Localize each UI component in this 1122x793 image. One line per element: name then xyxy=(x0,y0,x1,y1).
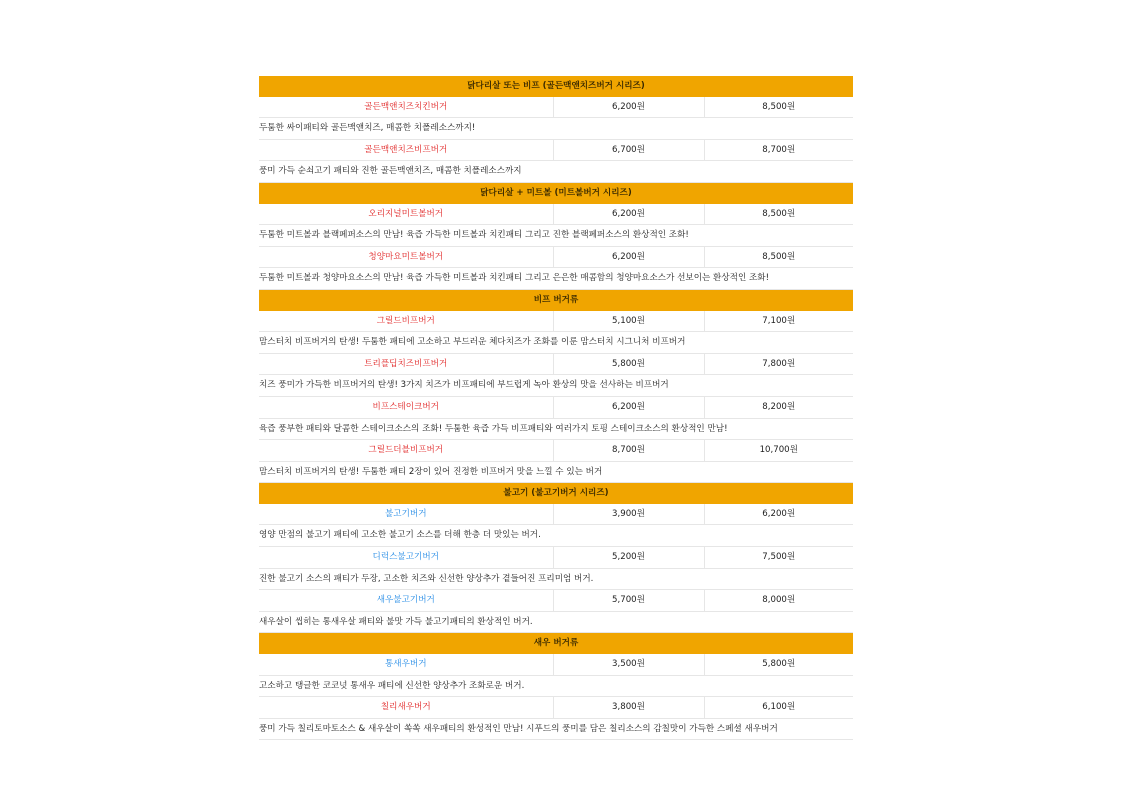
single-price: 5,200원 xyxy=(553,547,704,569)
section-title: 닭다리살 또는 비프 (골든맥앤치즈버거 시리즈) xyxy=(259,76,853,97)
menu-item-name: 불고기버거 xyxy=(259,504,553,525)
set-price: 7,800원 xyxy=(704,353,853,375)
set-price: 8,500원 xyxy=(704,97,853,118)
menu-item-name: 청양마요미트볼버거 xyxy=(259,246,553,268)
section-header xyxy=(259,289,853,310)
menu-item-name: 그릴드비프버거 xyxy=(259,311,553,332)
menu-item-name: 칠리새우버거 xyxy=(259,697,553,719)
menu-item-row xyxy=(259,547,853,569)
menu-item-description-row xyxy=(259,675,853,697)
menu-item-description-row xyxy=(259,525,853,547)
set-price: 7,500원 xyxy=(704,547,853,569)
menu-item-row xyxy=(259,353,853,375)
menu-item-name: 트리플딥치즈비프버거 xyxy=(259,353,553,375)
menu-item-row xyxy=(259,590,853,612)
single-price: 6,200원 xyxy=(553,97,704,118)
menu-item-description-row xyxy=(259,118,853,140)
menu-item-name: 비프스테이크버거 xyxy=(259,396,553,418)
menu-item-description: 새우살이 씹히는 통새우살 패티와 불맛 가득 불고기패티의 환상적인 버거. xyxy=(259,611,853,633)
menu-item-description: 풍미 가득 순쇠고기 패티와 진한 골든맥앤치즈, 매콤한 치폴레소스까지 xyxy=(259,161,853,183)
menu-item-name: 골든맥앤치즈비프버거 xyxy=(259,139,553,161)
menu-item-description: 맘스터치 비프버거의 탄생! 두툼한 패티 2장이 있어 진정한 비프버거 맛을 느낄 수 있는 버거 xyxy=(259,461,853,483)
menu-item-description: 두툼한 싸이패티와 골든맥앤치즈, 매콤한 치폴레소스까지! xyxy=(259,118,853,140)
single-price: 8,700원 xyxy=(553,440,704,462)
menu-item-description-row xyxy=(259,418,853,440)
menu-item-description: 맘스터치 비프버거의 탄생! 두툼한 패티에 고소하고 부드러운 체다치즈가 조화를 이룬 맘스터치 시그니처 비프버거 xyxy=(259,332,853,354)
menu-item-description: 고소하고 탱글한 코코넛 통새우 패티에 신선한 양상추가 조화로운 버거. xyxy=(259,675,853,697)
menu-item-row xyxy=(259,97,853,118)
menu-item-name: 그릴드더블비프버거 xyxy=(259,440,553,462)
menu-item-row xyxy=(259,440,853,462)
single-price: 5,700원 xyxy=(553,590,704,612)
menu-item-description-row xyxy=(259,718,853,740)
single-price: 5,800원 xyxy=(553,353,704,375)
set-price: 6,100원 xyxy=(704,697,853,719)
single-price: 6,700원 xyxy=(553,139,704,161)
menu-item-row xyxy=(259,246,853,268)
single-price: 5,100원 xyxy=(553,311,704,332)
menu-item-name: 오리지널미트볼버거 xyxy=(259,204,553,225)
menu-item-name: 골든맥앤치즈치킨버거 xyxy=(259,97,553,118)
single-price: 3,500원 xyxy=(553,654,704,675)
menu-item-row xyxy=(259,504,853,525)
menu-item-name: 디럭스불고기버거 xyxy=(259,547,553,569)
menu-item-row xyxy=(259,139,853,161)
menu-item-row xyxy=(259,204,853,225)
menu-item-description-row xyxy=(259,268,853,290)
menu-body xyxy=(259,76,853,740)
menu-item-description-row xyxy=(259,461,853,483)
section-title: 새우 버거류 xyxy=(259,633,853,654)
single-price: 6,200원 xyxy=(553,246,704,268)
menu-item-description-row xyxy=(259,161,853,183)
menu-item-description: 영양 만점의 불고기 패티에 고소한 불고기 소스를 더해 한층 더 맛있는 버거. xyxy=(259,525,853,547)
menu-item-description: 두툼한 미트볼과 블랙페퍼소스의 만남! 육즙 가득한 미트볼과 치킨패티 그리고 진한 블랙페퍼소스의 환상적인 조화! xyxy=(259,225,853,247)
menu-item-row xyxy=(259,697,853,719)
menu-item-row xyxy=(259,396,853,418)
menu-item-description-row xyxy=(259,568,853,590)
section-title: 닭다리살 + 미트볼 (미트볼버거 시리즈) xyxy=(259,182,853,203)
set-price: 8,000원 xyxy=(704,590,853,612)
menu-table xyxy=(259,76,853,740)
section-header xyxy=(259,633,853,654)
section-title: 불고기 (불고기버거 시리즈) xyxy=(259,483,853,504)
set-price: 8,700원 xyxy=(704,139,853,161)
menu-item-row xyxy=(259,654,853,675)
set-price: 7,100원 xyxy=(704,311,853,332)
section-title: 비프 버거류 xyxy=(259,289,853,310)
menu-item-description-row xyxy=(259,611,853,633)
menu-item-description-row xyxy=(259,375,853,397)
single-price: 3,800원 xyxy=(553,697,704,719)
menu-item-description: 두툼한 미트볼과 청양마요소스의 만남! 육즙 가득한 미트볼과 치킨패티 그리고 은은한 매콤함의 청양마요소스가 선보이는 환상적인 조화! xyxy=(259,268,853,290)
menu-item-description: 육즙 풍부한 패티와 달콤한 스테이크소스의 조화! 두툼한 육즙 가득 비프패티와 여러가지 토핑 스테이크소스의 환상적인 만남! xyxy=(259,418,853,440)
set-price: 6,200원 xyxy=(704,504,853,525)
menu-item-row xyxy=(259,311,853,332)
menu-item-description-row xyxy=(259,225,853,247)
section-header xyxy=(259,483,853,504)
menu-item-name: 통새우버거 xyxy=(259,654,553,675)
set-price: 8,500원 xyxy=(704,246,853,268)
menu-item-description: 풍미 가득 칠리토마토소스 & 새우살이 쏙쏙 새우패티의 환성적인 만남! 시푸드의 풍미를 담은 칠리소스의 감칠맛이 가득한 스페셜 새우버거 xyxy=(259,718,853,740)
set-price: 5,800원 xyxy=(704,654,853,675)
menu-item-description-row xyxy=(259,332,853,354)
section-header xyxy=(259,76,853,97)
section-header xyxy=(259,182,853,203)
menu-item-description: 치즈 풍미가 가득한 비프버거의 탄생! 3가지 치즈가 비프패티에 부드럽게 녹아 환상의 맛을 선사하는 비프버거 xyxy=(259,375,853,397)
set-price: 8,500원 xyxy=(704,204,853,225)
menu-item-name: 새우불고기버거 xyxy=(259,590,553,612)
set-price: 10,700원 xyxy=(704,440,853,462)
menu-item-description: 진한 불고기 소스의 패티가 두장, 고소한 치즈와 신선한 양상추가 곁들어진 프리미엄 버거. xyxy=(259,568,853,590)
single-price: 6,200원 xyxy=(553,396,704,418)
single-price: 6,200원 xyxy=(553,204,704,225)
set-price: 8,200원 xyxy=(704,396,853,418)
single-price: 3,900원 xyxy=(553,504,704,525)
